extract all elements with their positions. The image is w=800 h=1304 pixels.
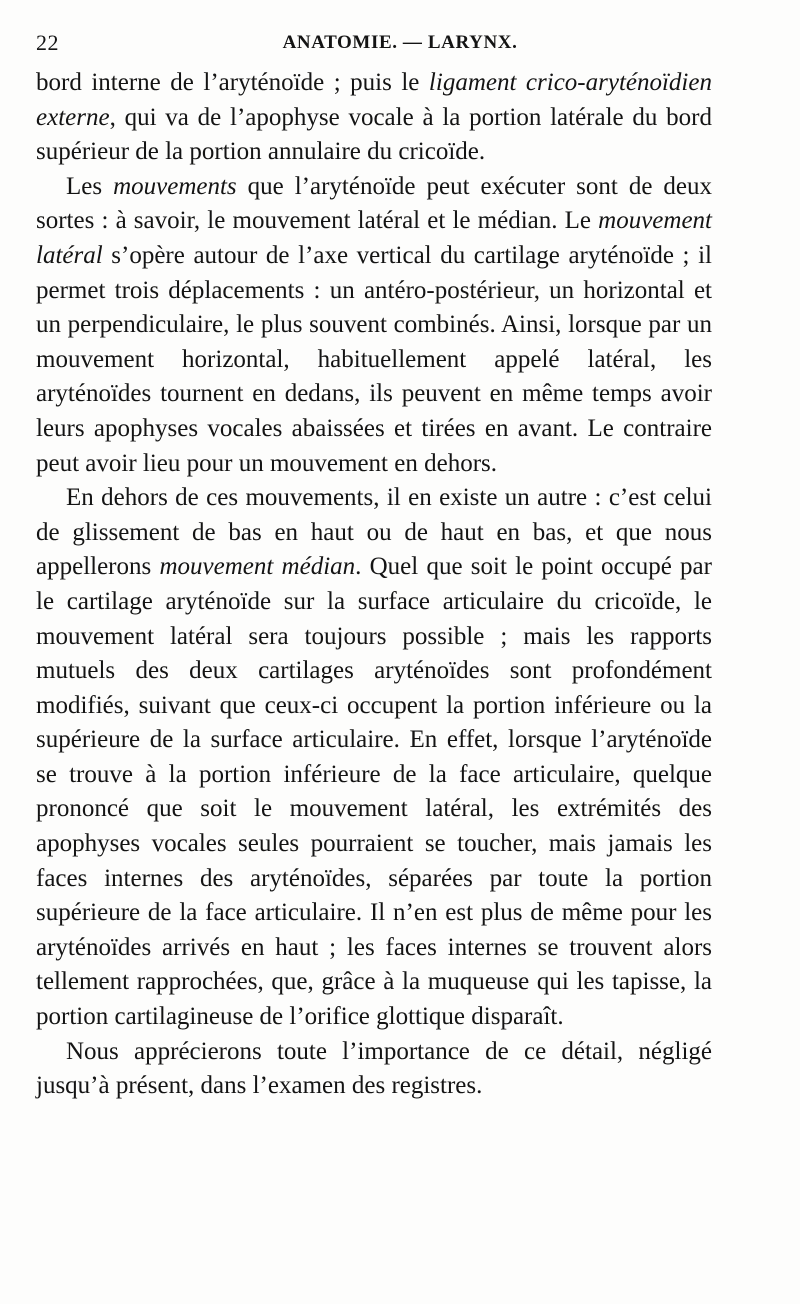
text-run: que l’aryténoïde peut exécuter sont de deux sortes : à savoir, le mouvement latéral et le médian. Le: [36, 172, 712, 235]
italic-term: mouvement médian: [159, 553, 356, 581]
text-run: Les: [66, 172, 114, 200]
running-title: ANATOMIE. — LARYNX.: [282, 32, 518, 53]
text-run: , qui va de l’apophyse vocale à la portion latérale du bord supérieur de la portion annulaire du cricoïde.: [36, 103, 712, 166]
paragraph: [36, 170, 712, 481]
text-run: . Quel que soit le point occupé par le cartilage aryténoïde sur la surface articulaire du cricoïde, le mouvement latéral sera toujours possible ; mais les rapports mutuels des deux cartilages aryténoïdes sont profondément modifiés, suivant que ceux-ci occupent la portion inférieure ou la supérieure de la surface articulaire. En effet, lorsque l’aryténoïde se trouve à la portion inférieure de la face articulaire, quelque prononcé que soit le mouvement latéral, les extrémités des apophyses vocales seules pourraient se toucher, mais jamais les faces internes des aryténoïdes, séparées par toute la portion supérieure de la face articulaire. Il n’en est plus de même pour les aryténoïdes arrivés en haut ; les faces internes se trouvent alors tellement rapprochées, que, grâce à la muqueuse qui les tapisse, la portion cartilagineuse de l’orifice glottique disparaît.: [36, 553, 712, 1031]
italic-term: mouvements: [113, 172, 237, 200]
paragraph: [36, 481, 712, 1035]
text-run: bord interne de l’aryténoïde ; puis le: [36, 69, 429, 96]
text-run: Nous apprécierons toute l’importance de ce détail, négligé jusqu’à présent, dans l’examen des registres.: [36, 1037, 712, 1100]
text-run: En dehors de ces mouvements, il en existe un autre : c’est celui de glissement de bas en haut ou de haut en bas, et que nous appellerons: [36, 484, 712, 581]
italic-term: mouvement latéral: [36, 207, 712, 269]
text-run: s’opère autour de l’axe vertical du cartilage aryténoïde ; il permet trois déplacements : un antéro-postérieur, un horizontal et un perpendiculaire, le plus souvent combinés. Ainsi, lorsque par un mouvement horizontal, habituellement appelé latéral, les aryténoïdes tournent en dedans, ils peuvent en même temps avoir leurs apophyses vocales abaissées et tirées en avant. Le contraire peut avoir lieu pour un mouvement en dehors.: [36, 241, 712, 477]
running-head: [36, 30, 764, 62]
paragraph: [36, 66, 712, 170]
italic-term: ligament crico-aryténoïdien externe: [36, 69, 712, 131]
paragraph: [36, 1035, 712, 1104]
body-text: [36, 66, 712, 1104]
page-number: 22: [36, 30, 59, 55]
